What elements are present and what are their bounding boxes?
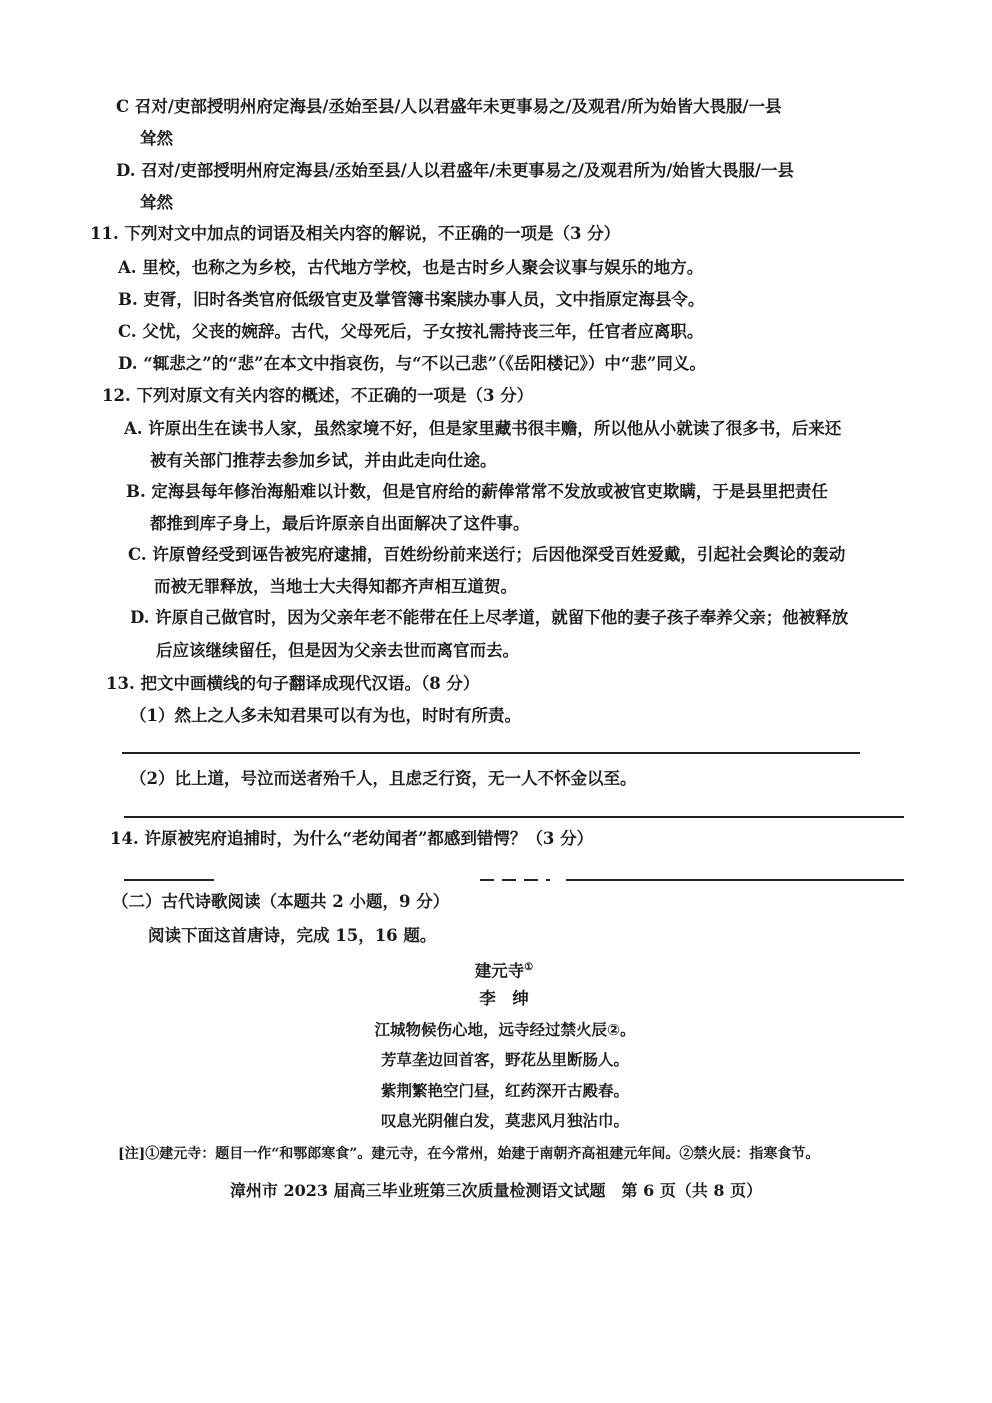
q11-option-b: B. 吏胥，旧时各类官府低级官吏及掌管簿书案牍办事人员，文中指原定海县令。 [118,290,705,309]
poem-title: 建元寺① [474,961,534,981]
q12-option-d-line2: 后应该继续留任，但是因为父亲去世而离官而去。 [156,641,519,660]
q12-option-d-line1: D. 许原自己做官时，因为父亲年老不能带在任上尽孝道，就留下他的妻子孩子奉养父亲；他被释放 [130,608,849,627]
q12-option-c-line1: C. 许原曾经受到诬告被宪府逮捕，百姓纷纷前来送行；后因他深受百姓爱戴，引起社会舆论的轰动 [128,545,846,564]
q13-sentence-1: （1）然上之人多未知君果可以有为也，时时有所责。 [130,706,521,725]
q10-option-c-line1: C 召对/吏部授明州府定海县/丞始至县/人以君盛年未更事易之/及观君/所为始皆大畏服/一县 [116,97,782,116]
answer-line-3c [566,879,904,881]
poem-note: [注]①建元寺：题目一作“和鄂郎寒食”。建元寺，在今常州，始建于南朝齐高祖建元年间。②禁火辰：指寒食节。 [118,1146,820,1162]
q13-sentence-2: （2）比上道，号泣而送者殆千人，且虑乏行资，无一人不怀金以至。 [130,769,637,788]
poem-title-footnote-mark: ① [524,962,534,973]
poem-line-1: 江城物候伤心地，远寺经过禁火辰②。 [374,1021,636,1039]
q12-option-a-line1: A. 许原出生在读书人家，虽然家境不好，但是家里藏书很丰赡，所以他从小就读了很多书，后来还 [124,419,842,438]
q10-option-c-line2: 耸然 [140,129,173,148]
poem-line-4: 叹息光阴催白发，莫悲风月独沾巾。 [380,1112,629,1130]
q10-option-d-line2: 耸然 [140,193,173,212]
section-intro: 阅读下面这首唐诗，完成 15，16 题。 [148,926,437,945]
q11-option-d: D. “辄悲之”的“悲”在本文中指哀伤，与“不以己悲”（《岳阳楼记》）中“悲”同义。 [118,354,706,373]
poem-author: 李 绅 [479,989,529,1008]
poem-line-3: 紫荆繁艳空门昼，红药深开古殿春。 [380,1082,629,1100]
q13-stem: 13. 把文中画横线的句子翻译成现代汉语。（8 分） [106,674,480,693]
q12-option-a-line2: 被有关部门推荐去参加乡试，并由此走向仕途。 [150,451,497,470]
q12-option-b-line1: B. 定海县每年修治海船难以计数，但是官府给的薪俸常常不发放或被官吏欺瞒，于是县里把责任 [126,482,828,501]
q11-option-c: C. 父忧，父丧的婉辞。古代，父母死后，子女按礼需持丧三年，任官者应离职。 [118,322,704,341]
answer-line-2 [124,816,904,818]
answer-line-1 [122,752,860,754]
q14-stem: 14. 许原被宪府追捕时，为什么“老幼闻者”都感到错愕？（3 分） [110,829,594,848]
answer-line-3b [480,879,550,881]
q12-option-b-line2: 都推到库子身上，最后许原亲自出面解决了这件事。 [150,514,530,533]
q11-stem: 11. 下列对文中加点的词语及相关内容的解说，不正确的一项是（3 分） [90,224,621,243]
page-footer: 漳州市 2023 届高三毕业班第三次质量检测语文试题 第 6 页（共 8 页） [229,1181,763,1200]
q12-stem: 12. 下列对原文有关内容的概述，不正确的一项是（3 分） [102,386,534,405]
poem-line-2: 芳草垄边回首客，野花丛里断肠人。 [380,1051,629,1069]
q11-option-a: A. 里校，也称之为乡校，古代地方学校，也是古时乡人聚会议事与娱乐的地方。 [118,258,704,277]
q12-option-c-line2: 而被无罪释放，当地士大夫得知都齐声相互道贺。 [154,577,517,596]
q10-option-d-line1: D. 召对/吏部授明州府定海县/丞始至县/人以君盛年/未更事易之/及观君所为/始皆大畏服/一县 [116,161,794,180]
section-heading: （二）古代诗歌阅读（本题共 2 小题，9 分） [112,892,450,911]
answer-line-3a [124,879,214,881]
